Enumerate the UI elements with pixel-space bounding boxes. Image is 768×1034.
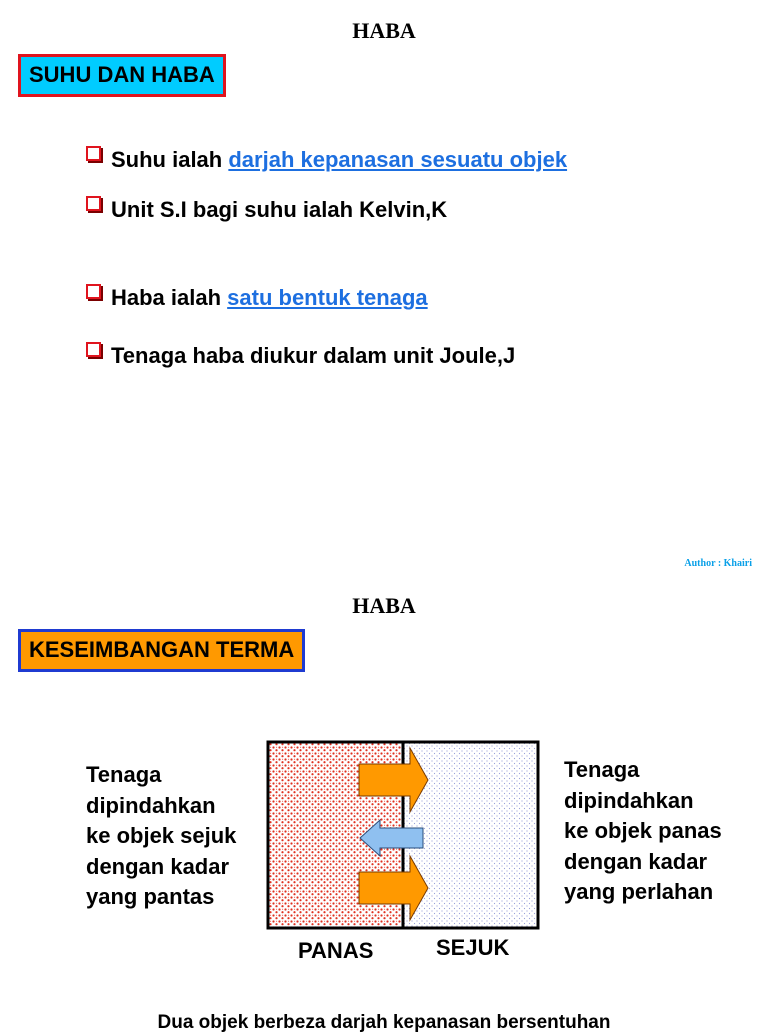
checkbox-bullet-icon: [86, 342, 101, 357]
bullet-item: [86, 284, 428, 311]
slide2-title: HABA: [352, 593, 416, 618]
right-description: Tenaga dipindahkan ke objek panas dengan kadar yang perlahan: [564, 757, 722, 904]
section-tag-suhu-dan-haba: SUHU DAN HABA: [18, 54, 226, 97]
bullet-text: Haba ialah: [111, 285, 228, 310]
bullet-item: [86, 196, 447, 223]
label-sejuk: SEJUK: [436, 935, 510, 960]
section-tag-keseimbangan-terma: KESEIMBANGAN TERMA: [18, 629, 305, 672]
footer-caption: Dua objek berbeza darjah kepanasan bersentuhan: [157, 1012, 611, 1033]
bullet-link[interactable]: satu bentuk tenaga: [227, 285, 428, 310]
bullet-item: [86, 342, 515, 369]
checkbox-bullet-icon: [86, 196, 101, 211]
bullet-text: Tenaga haba diukur dalam unit Joule,J: [111, 343, 516, 368]
bullet-text: Suhu ialah: [111, 147, 229, 172]
bullet-link[interactable]: darjah kepanasan sesuatu objek: [228, 147, 568, 172]
checkbox-bullet-icon: [86, 284, 101, 299]
bullet-text: Unit S.I bagi suhu ialah Kelvin,K: [111, 197, 448, 222]
left-description: Tenaga dipindahkan ke objek sejuk dengan kadar yang pantas: [86, 762, 237, 909]
slide1-title: HABA: [352, 18, 416, 43]
bullet-item: [86, 146, 567, 173]
checkbox-bullet-icon: [86, 146, 101, 161]
author-credit: Author : Khairi: [684, 558, 752, 569]
label-panas: PANAS: [298, 938, 374, 963]
thermal-equilibrium-diagram: [266, 740, 542, 932]
